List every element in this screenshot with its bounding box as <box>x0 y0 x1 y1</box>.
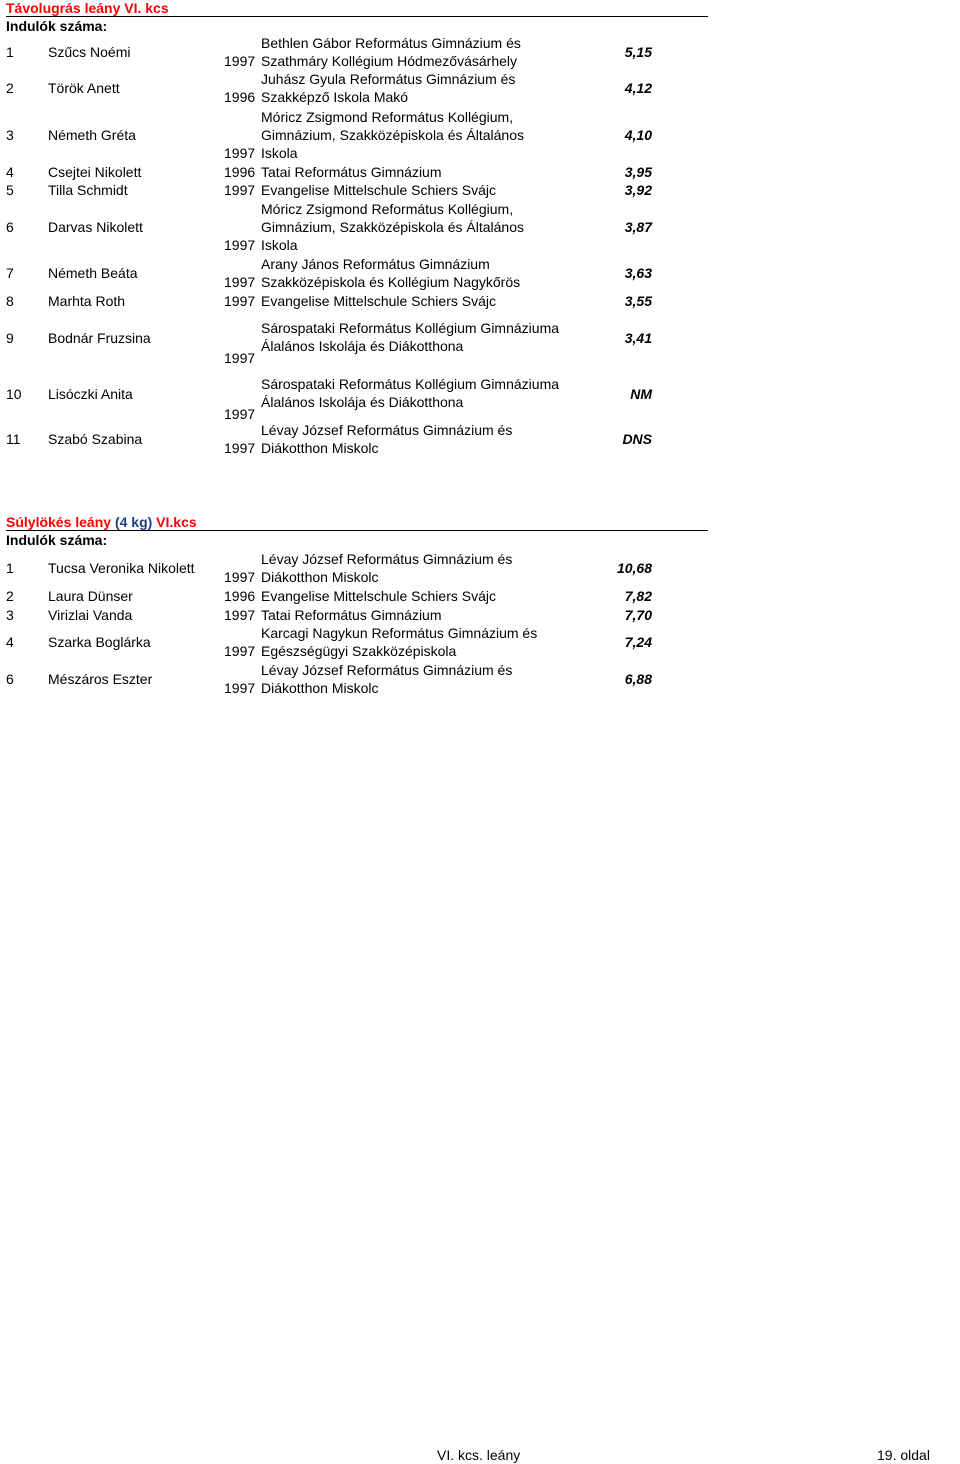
result-value: 10,68 <box>616 560 652 576</box>
result-value: 7,70 <box>624 607 652 623</box>
place-number: 1 <box>6 560 14 576</box>
result-value: 3,87 <box>624 219 652 235</box>
entrants-count-label: Indulók száma: <box>6 532 108 548</box>
school-name <box>261 70 601 106</box>
school-name-line: Móricz Zsigmond Református Kollégium, <box>261 109 514 125</box>
athlete-name: Szarka Boglárka <box>48 634 151 650</box>
table-row <box>0 292 720 310</box>
place-number: 10 <box>6 386 22 402</box>
school-name-line: Lévay József Református Gimnázium és <box>261 662 513 678</box>
school-name <box>261 587 601 605</box>
place-number: 5 <box>6 182 14 198</box>
birth-year: 1996 <box>224 89 256 105</box>
place-number: 7 <box>6 265 14 281</box>
athlete-name: Csejtei Nikolett <box>48 164 142 180</box>
table-row <box>0 319 720 366</box>
athlete-name: Szűcs Noémi <box>48 44 131 60</box>
school-name-line: Karcagi Nagykun Református Gimnázium és <box>261 625 538 641</box>
section-title-long-jump <box>6 0 708 17</box>
birth-year: 1997 <box>224 293 256 309</box>
section-title-text: Súlylökés leány <box>6 514 115 530</box>
athlete-name: Szabó Szabina <box>48 431 143 447</box>
table-row <box>0 421 720 457</box>
school-name <box>261 624 601 660</box>
birth-year: 1997 <box>224 182 256 198</box>
result-value: 3,55 <box>624 293 652 309</box>
school-name-line: Gimnázium, Szakközépiskola és Általános <box>261 127 525 143</box>
school-name <box>261 108 601 162</box>
school-name <box>261 292 601 310</box>
school-name <box>261 421 601 457</box>
footer-left: VI. kcs. leány <box>437 1447 521 1463</box>
school-name-line: Tatai Református Gimnázium <box>261 607 442 623</box>
result-value: 4,10 <box>624 127 652 143</box>
school-name-line: Sárospataki Református Kollégium Gimnáziuma <box>261 320 560 336</box>
school-name <box>261 163 601 181</box>
table-row <box>0 70 720 106</box>
place-number: 11 <box>6 431 21 447</box>
school-name-line: Iskola <box>261 237 298 253</box>
school-name <box>261 319 601 355</box>
place-number: 2 <box>6 80 14 96</box>
section-title-class: VI.kcs <box>152 514 197 530</box>
birth-year: 1997 <box>224 680 256 696</box>
school-name-line: Szakközépiskola és Kollégium Nagykőrös <box>261 274 521 290</box>
table-row <box>0 550 720 586</box>
place-number: 3 <box>6 607 14 623</box>
section-title-shot-put <box>6 514 708 531</box>
birth-year: 1997 <box>224 406 256 422</box>
athlete-name: Virizlai Vanda <box>48 607 133 623</box>
school-name-line: Gimnázium, Szakközépiskola és Általános <box>261 219 525 235</box>
birth-year: 1997 <box>224 237 256 253</box>
result-value: 3,92 <box>624 182 652 198</box>
school-name <box>261 661 601 697</box>
weight-label: (4 kg) <box>114 514 153 530</box>
result-value: 3,41 <box>624 330 652 346</box>
school-name-line: Bethlen Gábor Református Gimnázium és <box>261 35 521 51</box>
school-name <box>261 181 601 199</box>
table-row <box>0 606 720 624</box>
school-name-line: Diákotthon Miskolc <box>261 569 379 585</box>
table-row <box>0 163 720 181</box>
result-value: 7,24 <box>624 634 652 650</box>
birth-year: 1997 <box>224 53 256 69</box>
result-value: 6,88 <box>624 671 652 687</box>
birth-year: 1996 <box>224 588 256 604</box>
school-name <box>261 255 601 291</box>
birth-year: 1997 <box>224 607 256 623</box>
section-title-text: Távolugrás leány VI. kcs <box>6 0 169 16</box>
place-number: 8 <box>6 293 14 309</box>
place-number: 9 <box>6 330 14 346</box>
school-name-line: Diákotthon Miskolc <box>261 440 379 456</box>
athlete-name: Török Anett <box>48 80 120 96</box>
school-name-line: Evangelise Mittelschule Schiers Svájc <box>261 182 496 198</box>
school-name-line: Evangelise Mittelschule Schiers Svájc <box>261 588 496 604</box>
athlete-name: Laura Dünser <box>48 588 133 604</box>
birth-year: 1997 <box>224 350 256 366</box>
athlete-name: Mészáros Eszter <box>48 671 153 687</box>
table-row <box>0 375 720 422</box>
birth-year: 1997 <box>224 145 256 161</box>
table-row <box>0 661 720 697</box>
school-name-line: Móricz Zsigmond Református Kollégium, <box>261 201 514 217</box>
school-name <box>261 550 601 586</box>
place-number: 6 <box>6 219 14 235</box>
school-name-line: Diákotthon Miskolc <box>261 680 379 696</box>
place-number: 6 <box>6 671 14 687</box>
school-name-line: Sárospataki Református Kollégium Gimnáziuma <box>261 376 560 392</box>
result-value: NM <box>630 386 652 402</box>
school-name <box>261 606 601 624</box>
table-row <box>0 181 720 199</box>
table-row <box>0 587 720 605</box>
school-name-line: Iskola <box>261 145 298 161</box>
result-value: 5,15 <box>624 44 652 60</box>
school-name-line: Evangelise Mittelschule Schiers Svájc <box>261 293 496 309</box>
school-name <box>261 200 601 254</box>
birth-year: 1997 <box>224 643 256 659</box>
result-value: 3,63 <box>624 265 652 281</box>
result-value: 3,95 <box>624 164 652 180</box>
school-name-line: Egészségügyi Szakközépiskola <box>261 643 457 659</box>
athlete-name: Tucsa Veronika Nikolett <box>48 560 195 576</box>
school-name-line: Szathmáry Kollégium Hódmezővásárhely <box>261 53 517 69</box>
place-number: 3 <box>6 127 14 143</box>
school-name-line: Álalános Iskolája és Diákotthona <box>261 394 464 410</box>
athlete-name: Lisóczki Anita <box>48 386 133 402</box>
athlete-name: Németh Gréta <box>48 127 136 143</box>
table-row <box>0 255 720 291</box>
table-row <box>0 200 720 254</box>
athlete-name: Németh Beáta <box>48 265 138 281</box>
school-name-line: Szakképző Iskola Makó <box>261 89 409 105</box>
school-name <box>261 375 601 411</box>
footer-page-number: 19. oldal <box>877 1447 930 1463</box>
school-name-line: Lévay József Református Gimnázium és <box>261 551 513 567</box>
place-number: 2 <box>6 588 14 604</box>
entrants-count-label: Indulók száma: <box>6 18 108 34</box>
school-name <box>261 34 601 70</box>
place-number: 4 <box>6 634 14 650</box>
athlete-name: Marhta Roth <box>48 293 126 309</box>
birth-year: 1997 <box>224 274 256 290</box>
birth-year: 1997 <box>224 440 256 456</box>
athlete-name: Bodnár Fruzsina <box>48 330 151 346</box>
result-value: 4,12 <box>624 80 652 96</box>
place-number: 1 <box>6 44 14 60</box>
table-row <box>0 34 720 70</box>
place-number: 4 <box>6 164 14 180</box>
athlete-name: Darvas Nikolett <box>48 219 143 235</box>
result-value: DNS <box>622 431 652 447</box>
athlete-name: Tilla Schmidt <box>48 182 128 198</box>
school-name-line: Tatai Református Gimnázium <box>261 164 442 180</box>
school-name-line: Juhász Gyula Református Gimnázium és <box>261 71 516 87</box>
birth-year: 1996 <box>224 164 256 180</box>
school-name-line: Lévay József Református Gimnázium és <box>261 422 513 438</box>
school-name-line: Álalános Iskolája és Diákotthona <box>261 338 464 354</box>
result-value: 7,82 <box>624 588 652 604</box>
table-row <box>0 108 720 162</box>
school-name-line: Arany János Református Gimnázium <box>261 256 490 272</box>
birth-year: 1997 <box>224 569 256 585</box>
table-row <box>0 624 720 660</box>
